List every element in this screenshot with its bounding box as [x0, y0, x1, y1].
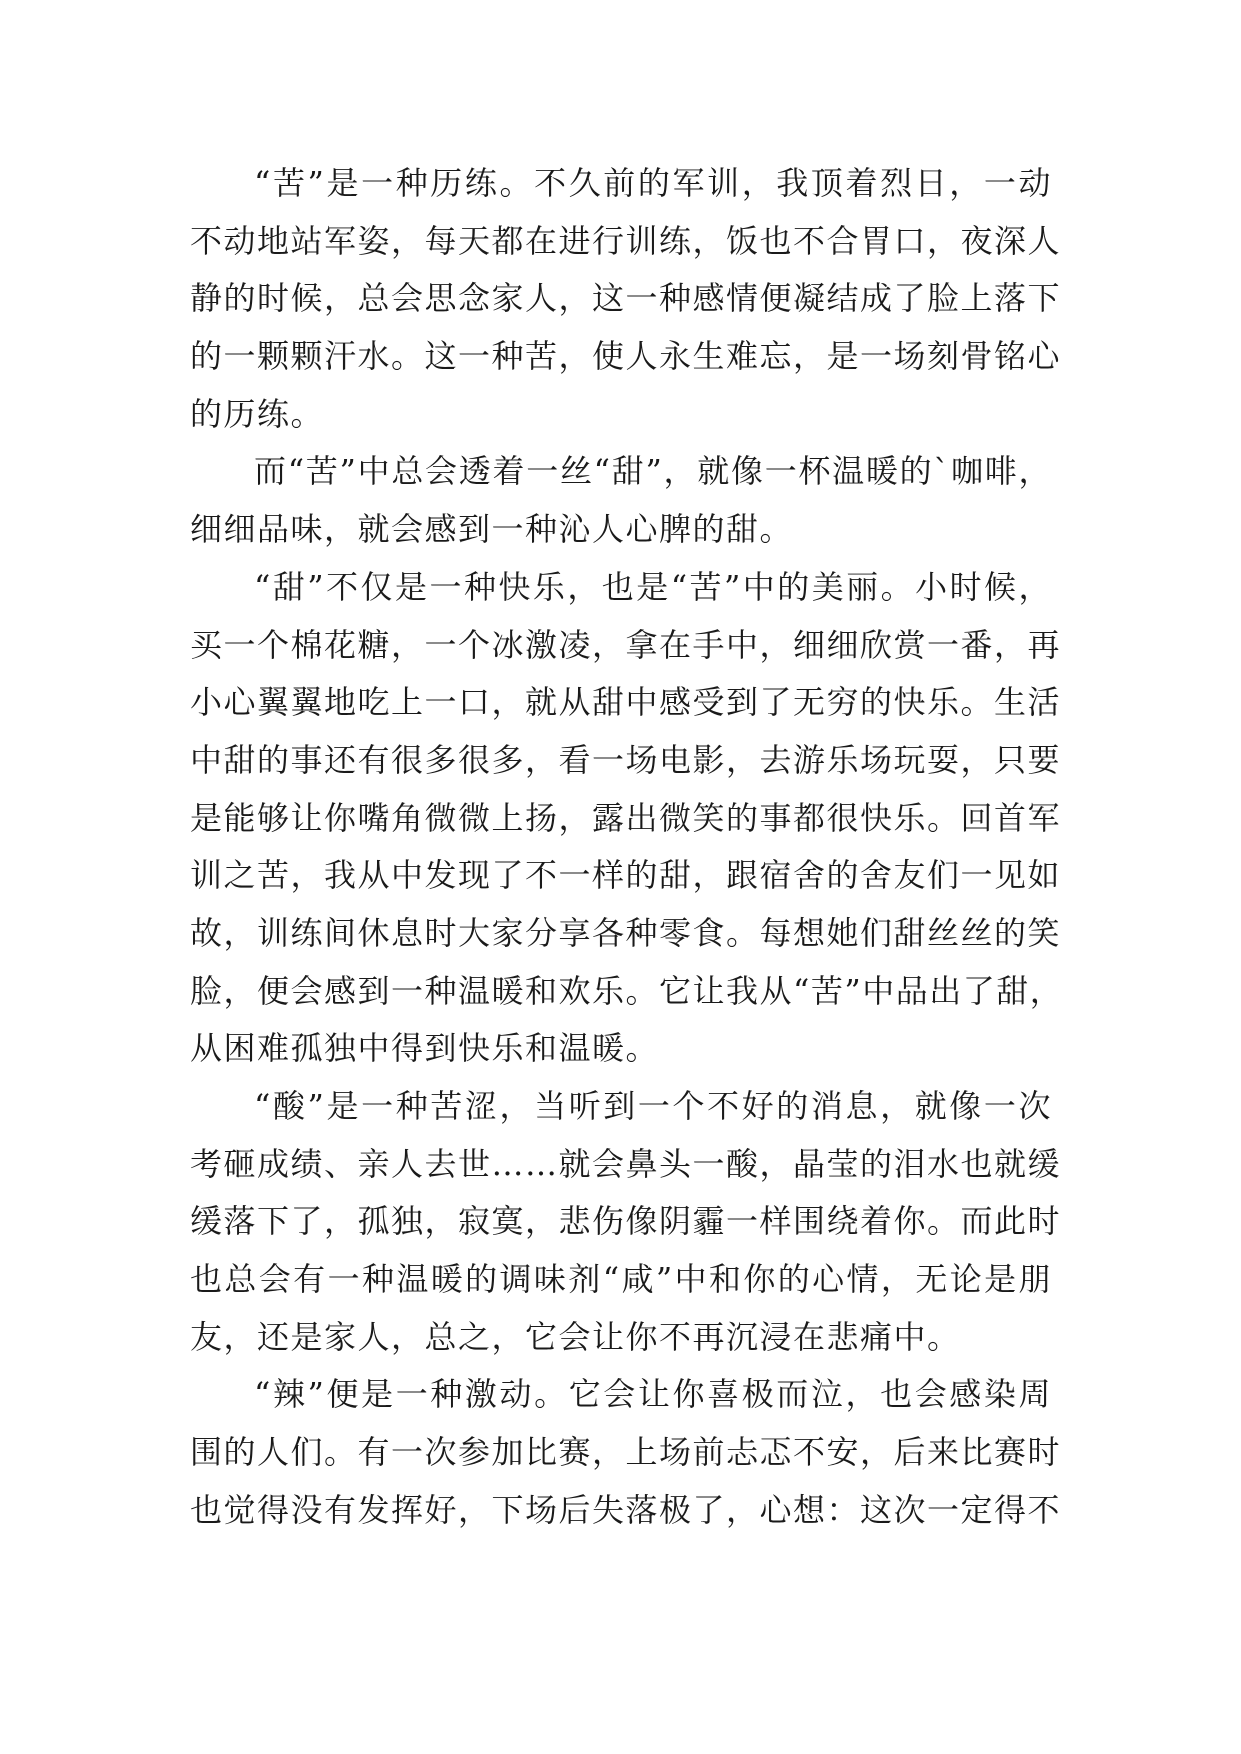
- text-line: 的一颗颗汗水。这一种苦，使人永生难忘，是一场刻骨铭心: [190, 337, 1062, 376]
- text-line: 友，还是家人，总之，它会让你不再沉浸在悲痛中。: [190, 1317, 961, 1356]
- text-line: 考砸成绩、亲人去世……就会鼻头一酸，晶莹的泪水也就缓: [190, 1144, 1062, 1183]
- paragraph: [190, 155, 1062, 443]
- text-line: 故，训练间休息时大家分享各种零食。每想她们甜丝丝的笑: [190, 913, 1062, 952]
- text-line: 训之苦，我从中发现了不一样的甜，跟宿舍的舍友们一见如: [190, 856, 1062, 895]
- text-line: 围的人们。有一次参加比赛，上场前忐忑不安，后来比赛时: [190, 1433, 1062, 1472]
- paragraph: [190, 1366, 1062, 1539]
- paragraph: [190, 1078, 1062, 1366]
- text-line: 不动地站军姿，每天都在进行训练，饭也不合胃口，夜深人: [190, 221, 1062, 260]
- text-line: 是能够让你嘴角微微上扬，露出微笑的事都很快乐。回首军: [190, 798, 1062, 837]
- text-line: 买一个棉花糖，一个冰激凌，拿在手中，细细欣赏一番，再: [190, 625, 1062, 664]
- text-line: “辣”便是一种激动。它会让你喜极而泣，也会感染周: [254, 1375, 1052, 1414]
- text-line: 静的时候，总会思念家人，这一种感情便凝结成了脸上落下: [190, 279, 1062, 318]
- text-line: 从困难孤独中得到快乐和温暖。: [190, 1029, 660, 1068]
- text-line: 小心翼翼地吃上一口，就从甜中感受到了无穷的快乐。生活: [190, 683, 1062, 722]
- essay-body: [190, 155, 1064, 1540]
- text-line: 中甜的事还有很多很多，看一场电影，去游乐场玩耍，只要: [190, 740, 1062, 779]
- text-line: “苦”是一种历练。不久前的军训，我顶着烈日，一动: [254, 164, 1052, 202]
- text-line: 脸，便会感到一种温暖和欢乐。它让我从“苦”中品出了甜，: [190, 971, 1064, 1010]
- text-line: 的历练。: [190, 394, 325, 433]
- text-line: “甜”不仅是一种快乐，也是“苦”中的美丽。小时候，: [254, 567, 1052, 606]
- text-line: 细细品味，就会感到一种沁人心脾的甜。: [190, 510, 794, 549]
- paragraph: [190, 559, 1064, 1078]
- text-line: 也总会有一种温暖的调味剂“咸”中和你的心情，无论是朋: [190, 1260, 1052, 1299]
- text-line: “酸”是一种苦涩，当听到一个不好的消息，就像一次: [254, 1087, 1052, 1125]
- paragraph: [190, 443, 1052, 558]
- text-line: 而“苦”中总会透着一丝“甜”，就像一杯温暖的`咖啡，: [254, 452, 1052, 491]
- text-line: 缓落下了，孤独，寂寞，悲伤像阴霾一样围绕着你。而此时: [190, 1202, 1062, 1241]
- text-line: 也觉得没有发挥好，下场后失落极了，心想：这次一定得不: [190, 1490, 1062, 1529]
